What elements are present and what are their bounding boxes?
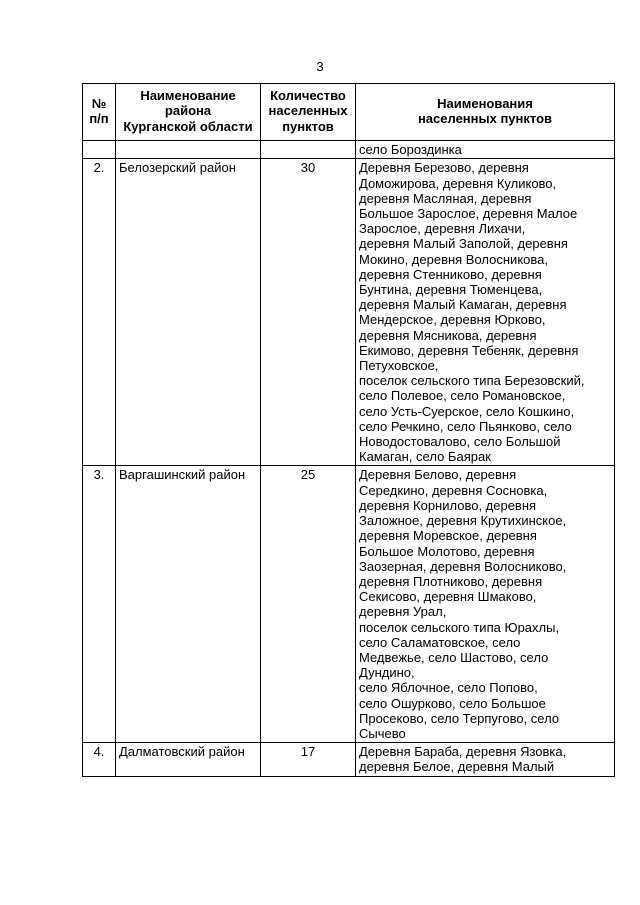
header-count: Количество населенных пунктов (261, 84, 356, 141)
page-number: 3 (316, 59, 324, 74)
table-row (83, 466, 615, 743)
cell-num: 3. (83, 466, 116, 743)
table-row (83, 159, 615, 466)
cell-count: 30 (261, 159, 356, 466)
header-num: № п/п (83, 84, 116, 141)
cell-settlements: Деревня Белово, деревня Середкино, деревня Сосновка, деревня Корнилово, деревня Заложное, деревня Крутихинское, деревня Моревское, деревня Большое Молотово, деревня Заозерная, деревня Волосниково, деревня Плотниково, деревня Секисово, деревня Шмаково, деревня Урал, поселок сельского типа Юрахлы, село Саламатовское, село Медвежье, село Шастово, село Дундино, село Яблочное, село Попово, село Ошурково, село Большое Просеково, село Терпугово, село Сычево (356, 466, 615, 743)
cell-num (83, 141, 116, 159)
header-settlements: Наименования населенных пунктов (356, 84, 615, 141)
cell-count: 25 (261, 466, 356, 743)
settlements-table (82, 83, 615, 777)
cell-settlements: Деревня Березово, деревня Доможирова, деревня Куликово, деревня Масляная, деревня Большое Зарослое, деревня Малое Зарослое, деревня Лихачи, деревня Малый Заполой, деревня Мокино, деревня Волосникова, деревня Стенниково, деревня Бунтина, деревня Тюменцева, деревня Малый Камаган, деревня Мендерское, деревня Юрково, деревня Мясникова, деревня Екимово, деревня Тебеняк, деревня Петуховское, поселок сельского типа Березовский, село Полевое, село Романовское, село Усть-Суерское, село Кошкино, село Речкино, село Пьянково, село Новодостовалово, село Большой Камаган, село Баярак (356, 159, 615, 466)
table-row-continuation (83, 141, 615, 159)
cell-district (116, 141, 261, 159)
header-district: Наименование района Курганской области (116, 84, 261, 141)
cell-district: Варгашинский район (116, 466, 261, 743)
cell-count (261, 141, 356, 159)
table-header-row (83, 84, 615, 141)
cell-district: Белозерский район (116, 159, 261, 466)
cell-count: 17 (261, 743, 356, 776)
table-row (83, 743, 615, 776)
cell-num: 4. (83, 743, 116, 776)
cell-district: Далматовский район (116, 743, 261, 776)
cell-settlements: Деревня Бараба, деревня Язовка, деревня Белое, деревня Малый (356, 743, 615, 776)
cell-settlements: село Бороздинка (356, 141, 615, 159)
cell-num: 2. (83, 159, 116, 466)
